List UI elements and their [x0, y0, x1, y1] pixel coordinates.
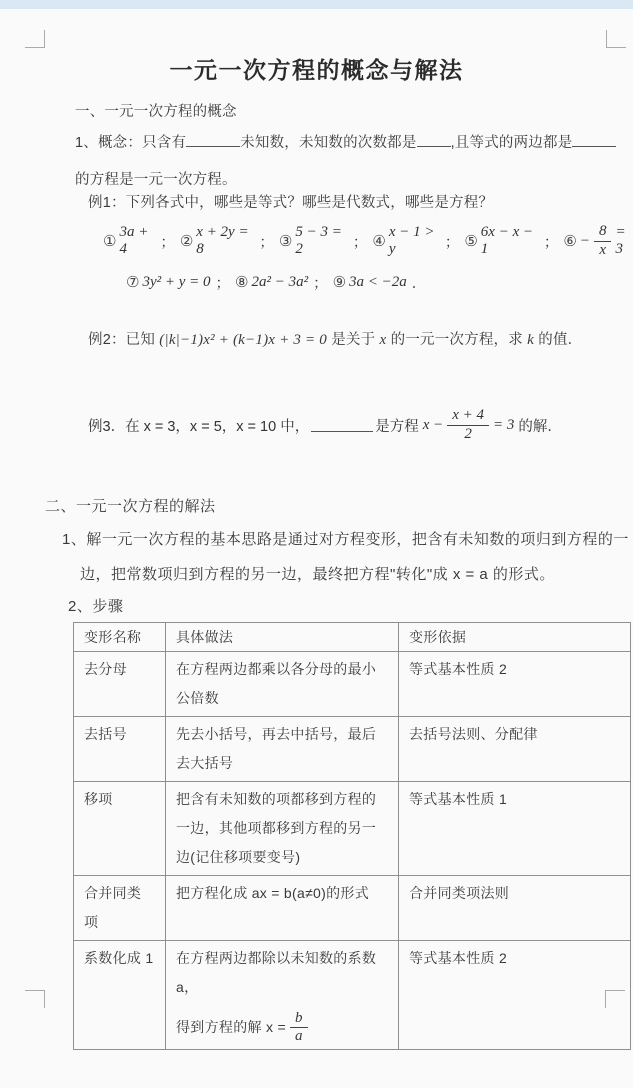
column-header: 变形名称 [74, 623, 166, 652]
circled-number-icon: ⑦ [126, 273, 140, 291]
fraction: $\frac{x + 4}{2}$ [447, 407, 489, 443]
equation-item-5: ⑤ 6x − x − 1 ； [464, 224, 559, 257]
steps-table [73, 622, 631, 1050]
circled-number-icon: ⑤ [464, 232, 478, 250]
page-title: 一元一次方程的概念与解法 [169, 57, 464, 83]
table-row [74, 717, 631, 782]
equation-item-1: ① 3a + 4 ； [103, 224, 175, 257]
cell-method: 把方程化成 ax = b(a≠0)的形式 [166, 876, 399, 941]
steps-label: 2、步骤 [68, 598, 124, 615]
equation-item-6: ⑥ − $\frac{8}{x}$ = 3 [563, 223, 626, 258]
concept-part2: 未知数，未知数的次数都是 [240, 135, 417, 151]
circled-number-icon: ④ [372, 232, 386, 250]
circled-number-icon: ② [179, 232, 194, 250]
cell-method [166, 941, 399, 1050]
example1-label: 例1：下列各式中，哪些是等式？哪些是代数式，哪些是方程？ [88, 195, 494, 211]
table-row [74, 652, 631, 717]
page-corner-mark-top-left [25, 30, 45, 48]
section2-para-line2: 边，把常数项归到方程的另一边，最终把方程"转化"成 x = a 的形式。 [80, 566, 555, 583]
example2-equation: (|k|−1)x² + (k−1)x + 3 = 0 [159, 332, 327, 348]
cell-basis: 等式基本性质 1 [399, 782, 631, 876]
table-row [74, 782, 631, 876]
column-header: 具体做法 [166, 623, 399, 652]
equation-item-7: ⑦ 3y² + y = 0 ； [126, 273, 231, 292]
circled-number-icon: ③ [278, 232, 293, 250]
cell-basis: 等式基本性质 2 [399, 941, 631, 1050]
column-header: 变形依据 [399, 623, 631, 652]
equation-item-2: ② x + 2y = 8 ； [179, 224, 274, 257]
equation-item-9: ⑨ 3a < −2a ． [332, 273, 427, 292]
equation-item-8: ⑧ 2a² − 3a² ； [235, 273, 328, 292]
blank-underline [572, 133, 616, 147]
example3-line: 例3．在 x = 3，x = 5，x = 10 中， 是方程 x − $\frac{x + 4}{2}$ = 3 的解． [88, 407, 562, 442]
circled-number-icon: ① [103, 232, 117, 250]
cell-name: 合并同类项 [74, 876, 166, 941]
cell-name: 去分母 [74, 652, 166, 717]
table-row [74, 876, 631, 941]
cell-name: 移项 [74, 782, 166, 876]
section2-para-line1: 1、解一元一次方程的基本思路是通过对方程变形，把含有未知数的项归到方程的一 [62, 531, 629, 548]
example1-equations-line1 [103, 217, 633, 265]
concept-part1: 1、概念：只含有 [75, 135, 187, 151]
section2-heading: 二、一元一次方程的解法 [45, 498, 216, 515]
blank-underline [417, 133, 451, 147]
cell-method: 先去小括号，再去中括号，最后去大括号 [166, 717, 399, 782]
concept-part3: ,且等式的两边都是 [450, 135, 573, 151]
method-line2: 得到方程的解 x = $\frac{b}{a}$ [176, 1010, 388, 1046]
cell-name: 去括号 [74, 717, 166, 782]
cell-name: 系数化成 1 [74, 941, 166, 1050]
page-corner-mark-bottom-left [25, 990, 45, 1008]
cell-basis: 去括号法则、分配律 [399, 717, 631, 782]
circled-number-icon: ⑥ [563, 232, 577, 250]
window-top-strip [0, 0, 633, 9]
section1-heading: 一、一元一次方程的概念 [75, 104, 237, 120]
circled-number-icon: ⑨ [332, 273, 347, 291]
circled-number-icon: ⑧ [235, 273, 249, 291]
example1-equations-line2 [126, 266, 431, 298]
cell-method: 把含有未知数的项都移到方程的一边，其他项都移到方程的另一边(记住移项要变号) [166, 782, 399, 876]
blank-underline [186, 133, 240, 147]
table-row [74, 941, 631, 1050]
cell-basis: 合并同类项法则 [399, 876, 631, 941]
table-header-row [74, 623, 631, 652]
concept-line1 [75, 131, 616, 152]
fraction: $\frac{8}{x}$ [594, 223, 612, 259]
equation-item-4: ④ x − 1 > y ； [372, 224, 460, 257]
concept-line2: 的方程是一元一次方程。 [75, 172, 237, 188]
page-corner-mark-top-right [606, 30, 626, 48]
fraction: $\frac{b}{a}$ [290, 1010, 308, 1046]
equation-item-3: ③ 5 − 3 = 2 ； [278, 224, 368, 257]
method-line1: 在方程两边都除以未知数的系数 a， [176, 950, 377, 995]
cell-method: 在方程两边都乘以各分母的最小公倍数 [166, 652, 399, 717]
cell-basis: 等式基本性质 2 [399, 652, 631, 717]
example2-line: 例2：已知 (|k|−1)x² + (k−1)x + 3 = 0 是关于 x 的一元一次方程，求 k 的值． [88, 332, 583, 348]
blank-underline [311, 418, 373, 432]
